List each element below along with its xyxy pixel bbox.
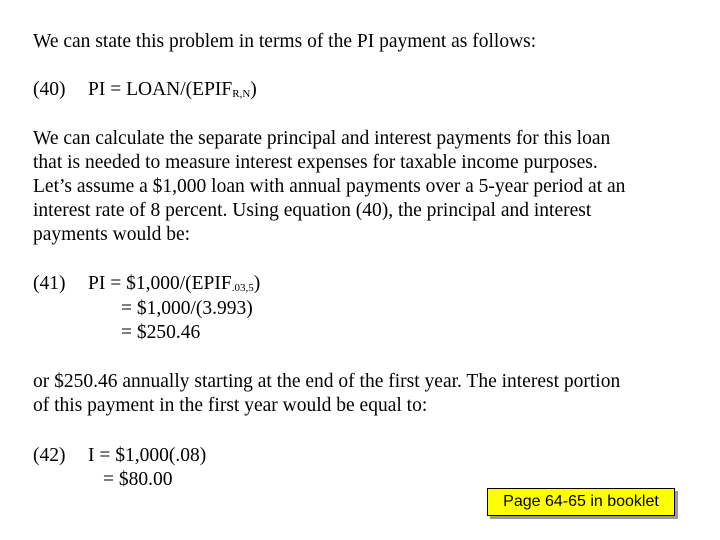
equation-41-line-2: = $1,000/(3.993): [121, 298, 253, 319]
paragraph-1-line-5: payments would be:: [33, 224, 191, 245]
paragraph-1-line-3: Let’s assume a $1,000 loan with annual payments over a 5-year period at an: [33, 176, 626, 197]
equation-41-subscript: .03,5: [231, 282, 254, 294]
paragraph-2-line-1: or $250.46 annually starting at the end of the first year. The interest portion: [33, 371, 621, 392]
page-reference-note: Page 64-65 in booklet: [487, 488, 675, 516]
equation-41-line-3: = $250.46: [121, 322, 201, 343]
paragraph-1-line-4: interest rate of 8 percent. Using equation (40), the principal and interest: [33, 200, 592, 221]
equation-42-line-1: I = $1,000(.08): [88, 445, 207, 466]
equation-41-line-1: [88, 273, 260, 295]
equation-40-lhs: PI = LOAN/(EPIF: [88, 79, 233, 100]
equation-40: [88, 79, 257, 101]
equation-42-line-2: = $80.00: [103, 469, 173, 490]
equation-40-close: ): [250, 79, 257, 100]
paragraph-1-line-2: that is needed to measure interest expenses for taxable income purposes.: [33, 152, 598, 173]
equation-41-number: (41): [33, 273, 66, 294]
equation-40-number: (40): [33, 79, 66, 100]
equation-41-close: ): [253, 273, 261, 294]
equation-41-lhs: PI = $1,000/(EPIF: [88, 273, 232, 294]
paragraph-2-line-2: of this payment in the first year would be equal to:: [33, 395, 428, 416]
intro-text: We can state this problem in terms of the PI payment as follows:: [33, 31, 537, 52]
equation-40-subscript: R,N: [232, 88, 251, 100]
paragraph-1-line-1: We can calculate the separate principal and interest payments for this loan: [33, 128, 611, 149]
equation-42-number: (42): [33, 445, 66, 466]
